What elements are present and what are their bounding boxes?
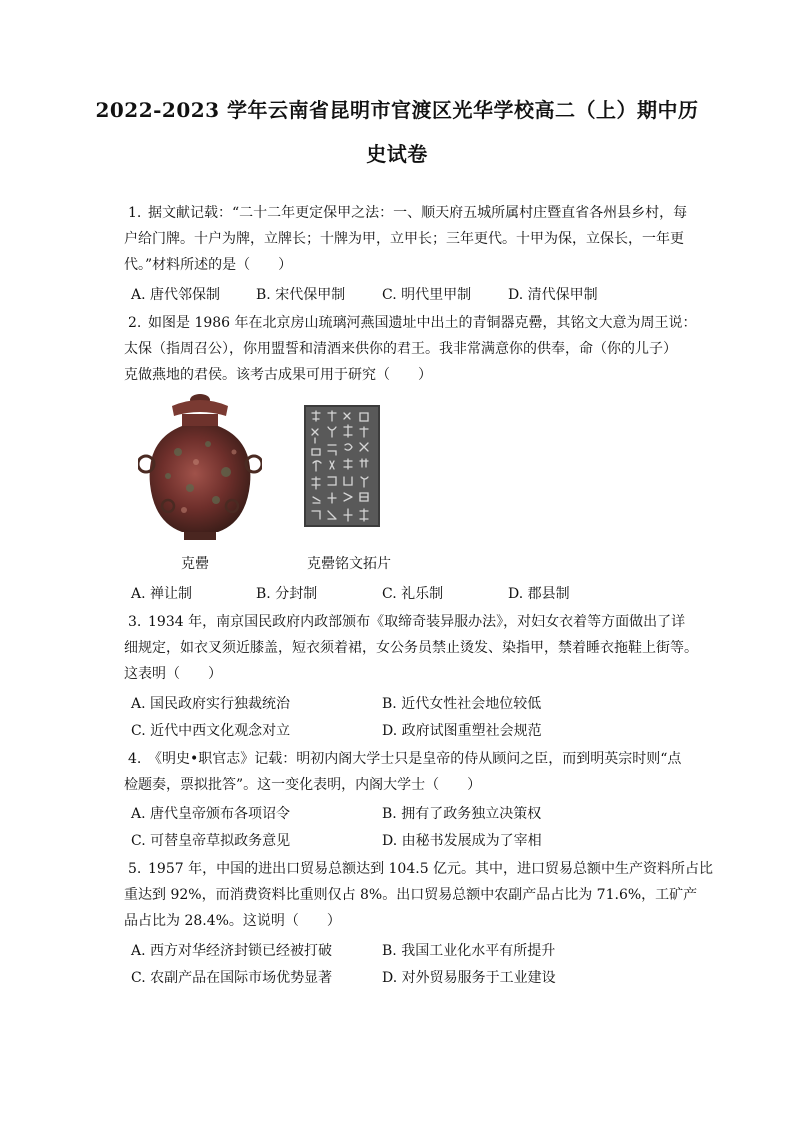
question-1-line: 代。”材料所述的是（ ）: [124, 257, 293, 273]
question-3-line: 3. 1934 年，南京国民政府内政部颁布《取缔奇装异服办法》，对妇女衣着等方面做出了详: [128, 614, 686, 630]
question-5-line: 重达到 92%，而消费资料比重则仅占 8%。出口贸易总额中农副产品占比为 71.6%，工矿产: [124, 887, 698, 903]
question-4: [124, 746, 718, 798]
option-d[interactable]: D. 政府试图重塑社会规范: [382, 723, 542, 739]
question-2-line: 克做燕地的君侯。该考古成果可用于研究（ ）: [124, 367, 432, 383]
question-3-line: 细规定，如衣叉须近膝盖，短衣须着裙，女公务员禁止烫发、染指甲，禁着睡衣拖鞋上街等。: [124, 640, 698, 656]
question-5-line: 品占比为 28.4%。这说明（ ）: [124, 913, 341, 929]
vessel-caption: 克罍: [181, 556, 209, 572]
option-c[interactable]: C. 农副产品在国际市场优势显著: [131, 970, 333, 986]
option-a[interactable]: A. 唐代皇帝颁布各项诏令: [131, 806, 291, 822]
option-d[interactable]: D. 由秘书发展成为了宰相: [382, 833, 542, 849]
option-a[interactable]: A. 禅让制: [131, 586, 193, 602]
option-d[interactable]: D. 清代保甲制: [508, 287, 598, 303]
option-a[interactable]: A. 唐代邻保制: [131, 287, 221, 303]
question-1-line: 户给门牌。十户为牌，立牌长；十牌为甲，立甲长；三年更代。十甲为保，立保长，一年更: [124, 231, 684, 247]
question-2-line: 太保（指周召公），你用盟誓和清酒来供你的君王。我非常满意你的供奉，命（你的儿子）: [124, 341, 677, 357]
exam-title-continued: 史试卷: [366, 142, 428, 166]
option-c[interactable]: C. 可替皇帝草拟政务意见: [131, 833, 291, 849]
option-c[interactable]: C. 明代里甲制: [382, 287, 472, 303]
question-2-line: 2. 如图是 1986 年在北京房山琉璃河燕国遗址中出土的青铜器克罍，其铭文大意为周王说：: [128, 315, 697, 331]
question-5: [124, 856, 718, 934]
rubbing-caption: 克罍铭文拓片: [307, 556, 391, 572]
question-5-line: 5. 1957 年，中国的进出口贸易总额达到 104.5 亿元。其中，进口贸易总额中生产资料所占比: [128, 861, 714, 877]
option-b[interactable]: B. 宋代保甲制: [256, 287, 346, 303]
question-1: [124, 200, 718, 278]
question-3: [124, 609, 718, 687]
inscription-rubbing-image: [304, 405, 380, 527]
option-b[interactable]: B. 我国工业化水平有所提升: [382, 943, 556, 959]
question-1-line: 1. 据文献记载：“二十二年更定保甲之法：一、顺天府五城所属村庄暨直省各州县乡村，每: [128, 205, 688, 221]
option-c[interactable]: C. 礼乐制: [382, 586, 444, 602]
option-d[interactable]: D. 郡县制: [508, 586, 570, 602]
option-d[interactable]: D. 对外贸易服务于工业建设: [382, 970, 556, 986]
question-4-line: 4. 《明史•职官志》记载：明初内阁大学士只是皇帝的侍从顾问之臣，而到明英宗时则“点: [128, 751, 682, 767]
option-b[interactable]: B. 拥有了政务独立决策权: [382, 806, 542, 822]
question-4-line: 检题奏，票拟批答”。这一变化表明，内阁大学士（ ）: [124, 777, 482, 793]
option-c[interactable]: C. 近代中西文化观念对立: [131, 723, 291, 739]
bronze-vessel-image: [138, 392, 262, 542]
option-a[interactable]: A. 西方对华经济封锁已经被打破: [131, 943, 333, 959]
question-3-line: 这表明（ ）: [124, 666, 222, 682]
option-a[interactable]: A. 国民政府实行独裁统治: [131, 696, 291, 712]
option-b[interactable]: B. 分封制: [256, 586, 318, 602]
question-2: [124, 310, 718, 388]
option-b[interactable]: B. 近代女性社会地位较低: [382, 696, 542, 712]
exam-title: 2022-2023 学年云南省昆明市官渡区光华学校高二（上）期中历: [95, 98, 699, 122]
